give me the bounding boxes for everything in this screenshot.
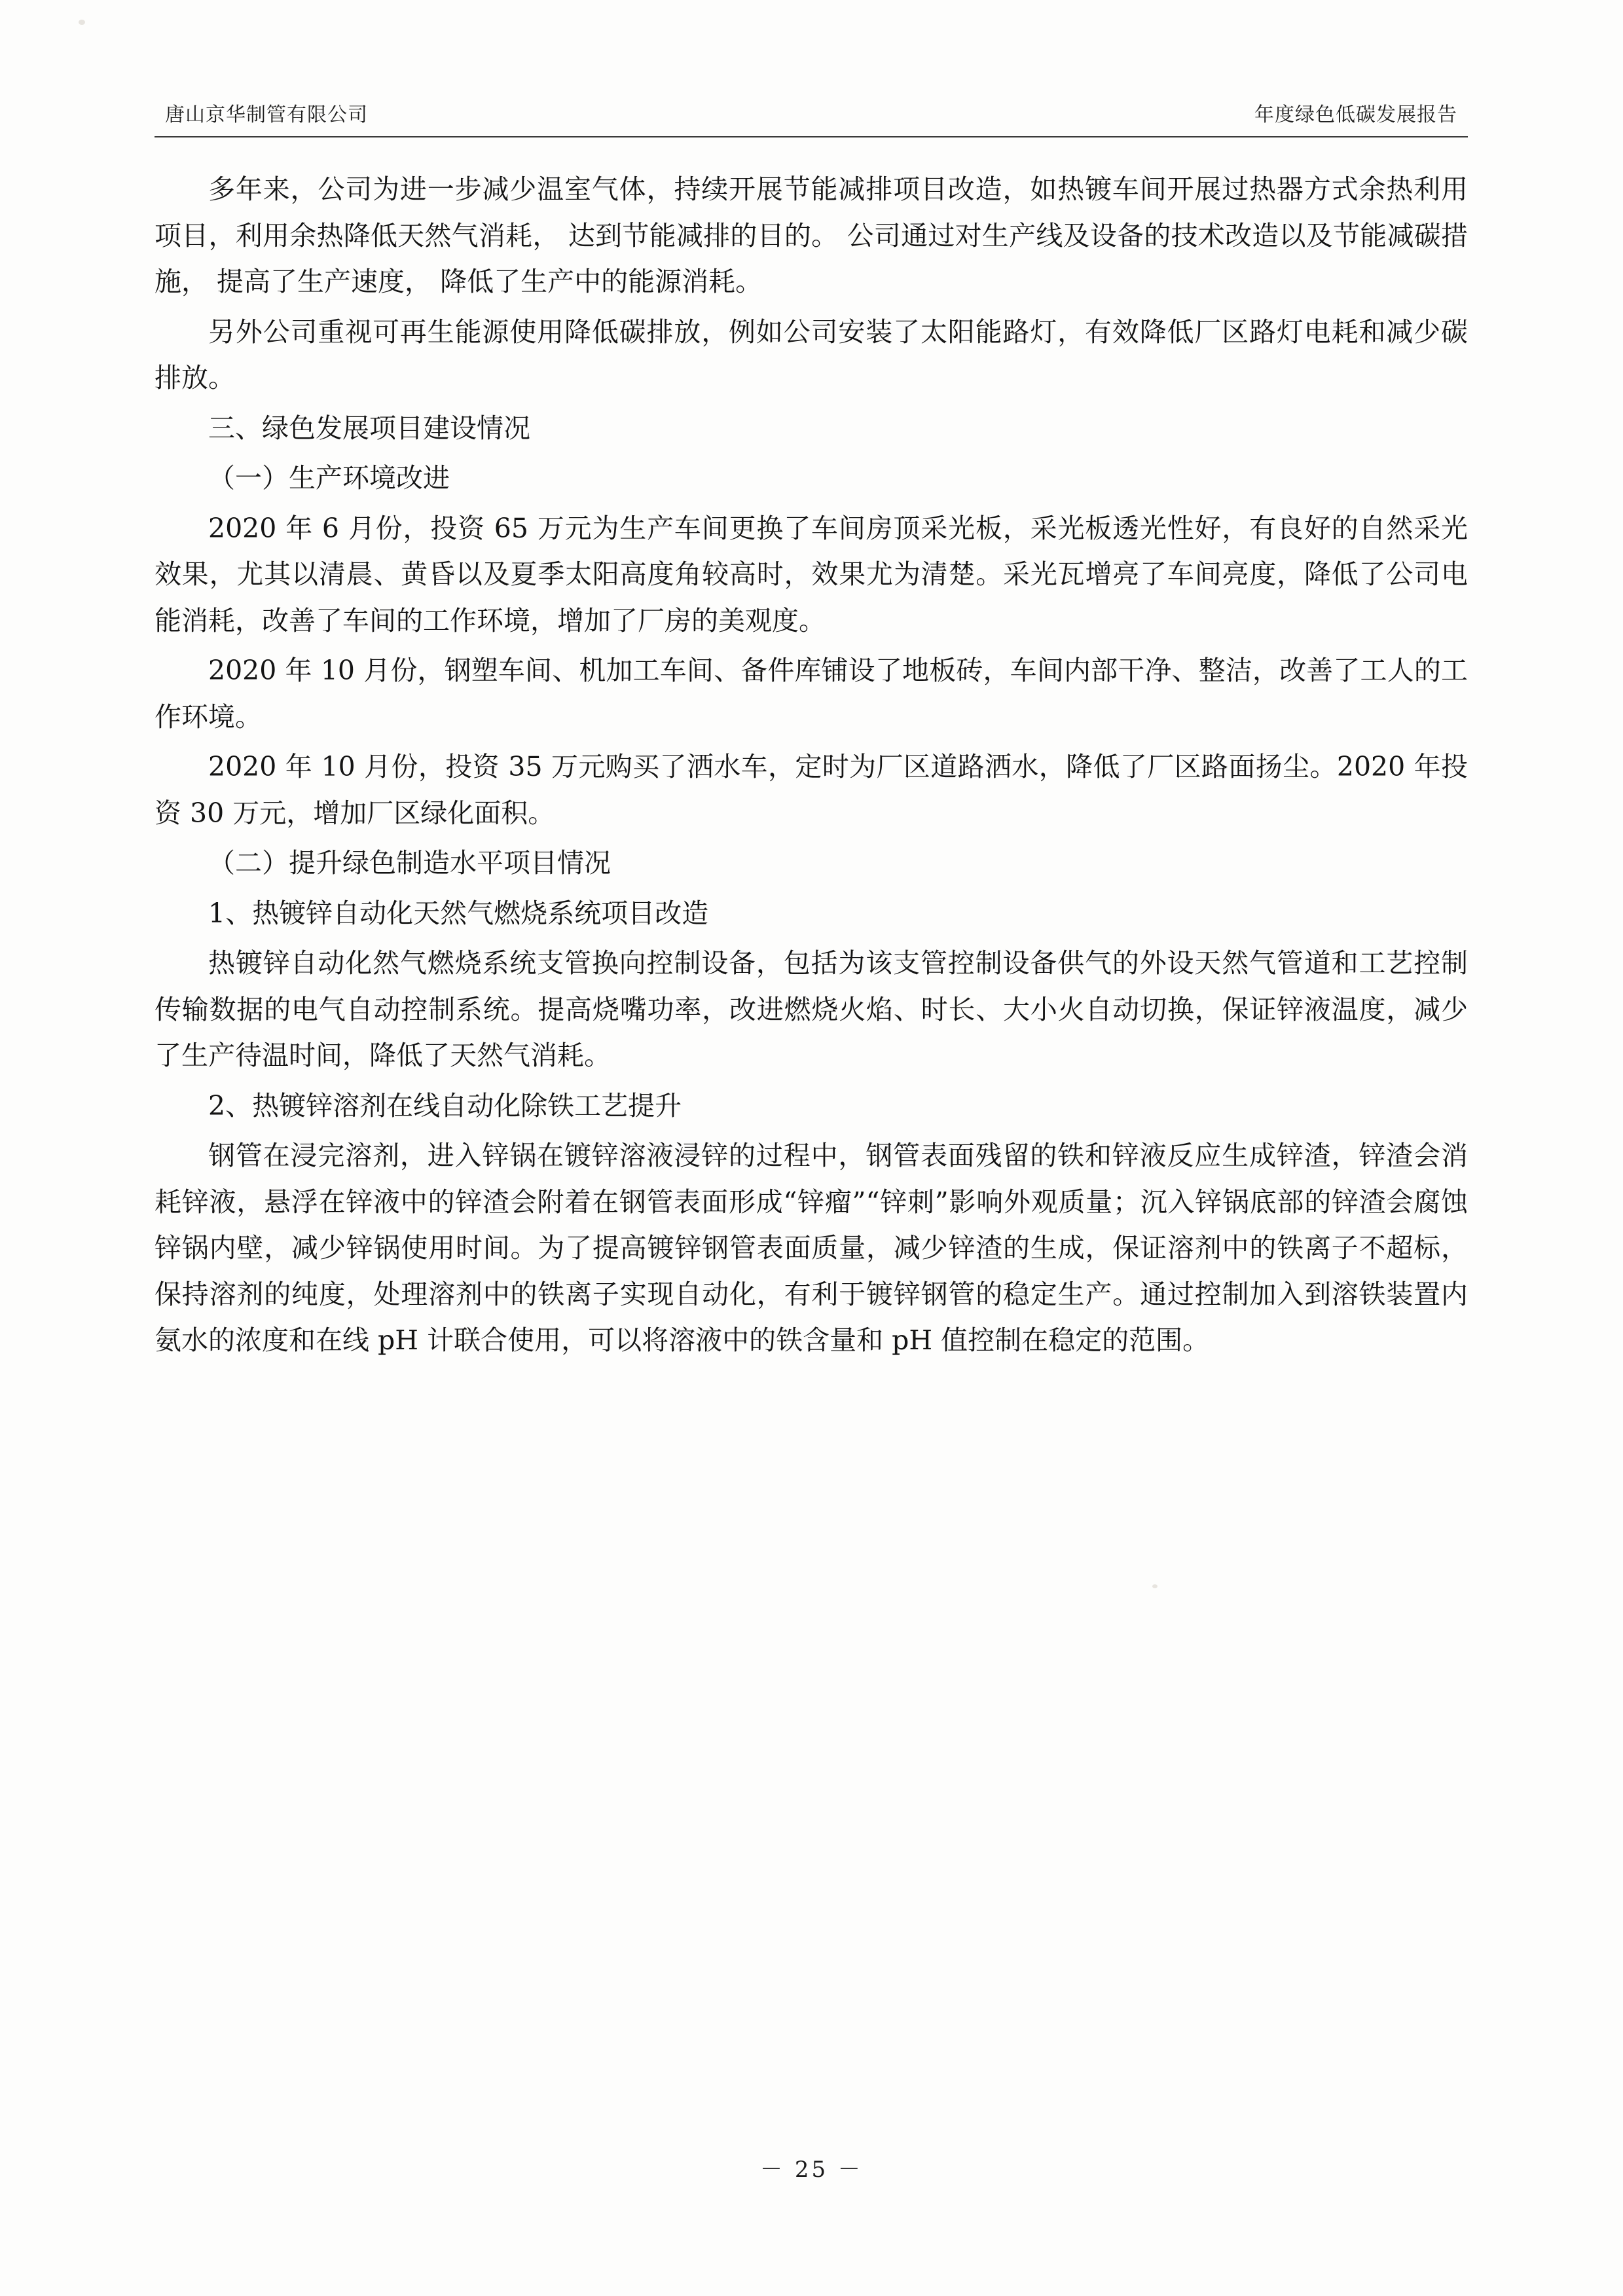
item-heading: 1、热镀锌自动化天然气燃烧系统项目改造: [208, 897, 709, 929]
scan-speckle: [1152, 1584, 1158, 1588]
item-heading: 2、热镀锌溶剂在线自动化除铁工艺提升: [208, 1089, 682, 1121]
page-header: [155, 98, 1468, 137]
header-company-name: 唐山京华制管有限公司: [165, 103, 368, 126]
document-body: [155, 166, 1468, 1364]
paragraph: 2020 年 10 月份，钢塑车间、机加工车间、备件库铺设了地板砖，车间内部干净、整洁，改善了工人的工作环境。: [155, 655, 1468, 733]
page-number: － 25 －: [760, 2157, 863, 2183]
paragraph: 另外公司重视可再生能源使用降低碳排放，例如公司安装了太阳能路灯，有效降低厂区路灯电耗和减少碳排放。: [155, 316, 1468, 394]
subsection-heading: （一）生产环境改进: [208, 462, 450, 494]
header-report-title: 年度绿色低碳发展报告: [1254, 103, 1457, 126]
paragraph: 2020 年 6 月份，投资 65 万元为生产车间更换了车间房顶采光板，采光板透光性好，有良好的自然采光效果，尤其以清晨、黄昏以及夏季太阳高度角较高时，效果尤为清楚。采光瓦增亮了车间亮度，降低了公司电能消耗，改善了车间的工作环境，增加了厂房的美观度。: [155, 512, 1468, 636]
paragraph: 钢管在浸完溶剂，进入锌锅在镀锌溶液浸锌的过程中，钢管表面残留的铁和锌液反应生成锌渣，锌渣会消耗锌液，悬浮在锌液中的锌渣会附着在钢管表面形成“锌瘤”“锌刺”影响外观质量；沉入锌锅底部的锌渣会腐蚀锌锅内壁，减少锌锅使用时间。为了提高镀锌钢管表面质量，减少锌渣的生成，保证溶剂中的铁离子不超标，保持溶剂的纯度，处理溶剂中的铁离子实现自动化，有利于镀锌钢管的稳定生产。通过控制加入到溶铁装置内氨水的浓度和在线 pH 计联合使用，可以将溶液中的铁含量和 pH 值控制在稳定的范围。: [155, 1140, 1468, 1357]
paragraph: 多年来，公司为进一步减少温室气体，持续开展节能减排项目改造，如热镀车间开展过热器方式余热利用项目，利用余热降低天然气消耗， 达到节能减排的目的。 公司通过对生产线及设备的技术改造以及节能减碳措施， 提高了生产速度， 降低了生产中的能源消耗。: [155, 173, 1468, 298]
section-heading: 三、绿色发展项目建设情况: [208, 412, 530, 444]
page-content: [155, 98, 1468, 1368]
scan-speckle: [79, 20, 85, 25]
paragraph: 2020 年 10 月份，投资 35 万元购买了洒水车，定时为厂区道路洒水，降低了厂区路面扬尘。2020 年投资 30 万元，增加厂区绿化面积。: [155, 751, 1468, 829]
subsection-heading: （二）提升绿色制造水平项目情况: [208, 847, 611, 879]
paragraph: 热镀锌自动化然气燃烧系统支管换向控制设备，包括为该支管控制设备供气的外设天然气管道和工艺控制传输数据的电气自动控制系统。提高烧嘴功率，改进燃烧火焰、时长、大小火自动切换，保证锌液温度，减少了生产待温时间，降低了天然气消耗。: [155, 947, 1468, 1072]
